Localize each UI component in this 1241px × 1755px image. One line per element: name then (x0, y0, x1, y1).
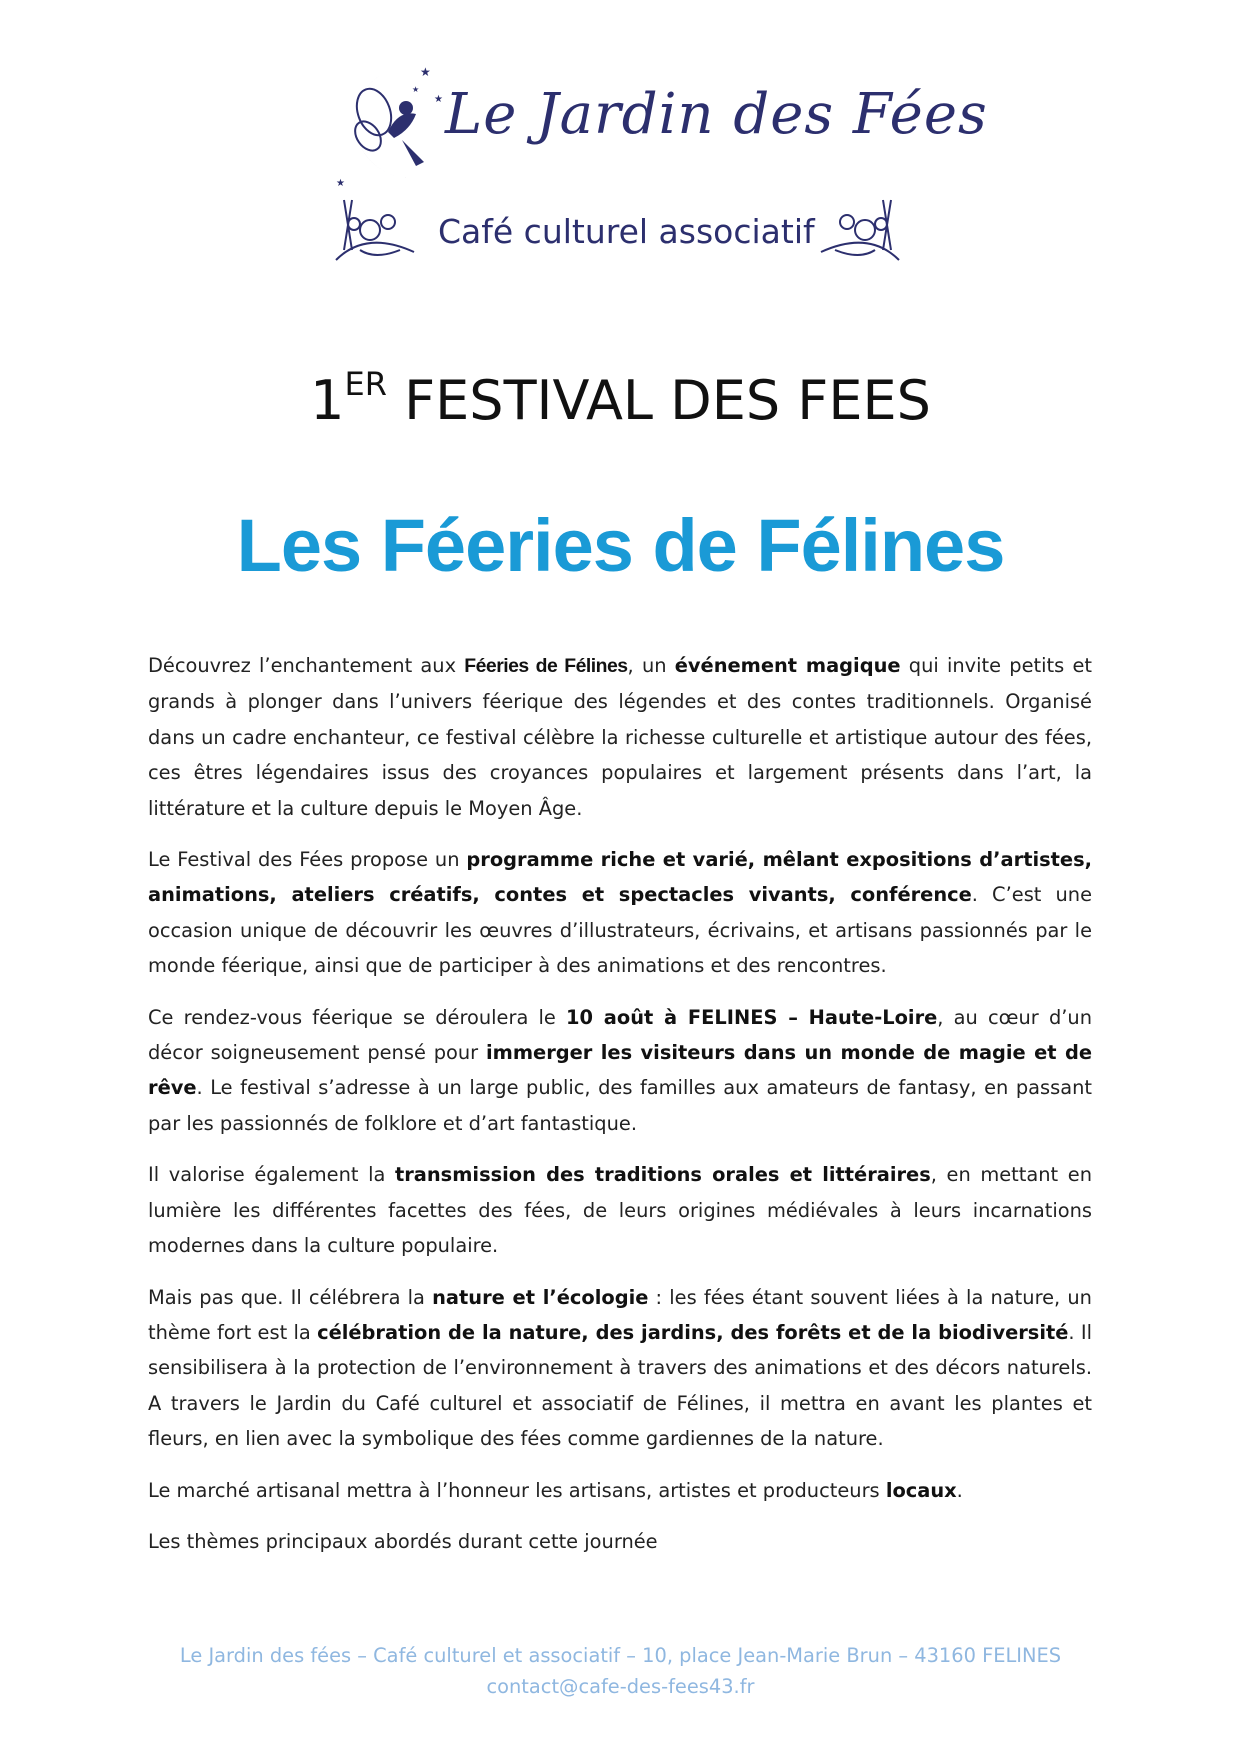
text-run: Ce rendez-vous féerique se déroulera le (148, 1005, 567, 1029)
text-run: , au cœur d’un décor soigneusement pensé pour (148, 1005, 1093, 1065)
text-run: Le Festival des Fées propose un (148, 848, 467, 872)
flower-ornament-icon (330, 190, 420, 270)
svg-text:★: ★ (412, 85, 420, 94)
moon-fairy-logo-icon (328, 62, 448, 190)
bold-run: locaux (885, 1478, 957, 1502)
edition-number: 1 (310, 369, 345, 432)
letterhead (0, 0, 1241, 280)
text-run: qui invite petits et grands à plonger dans l’univers féerique des légendes et des contes traditionnels. Organisé dans un cadre enchanteur, ce festival célèbre la richesse culturelle et artistique autour des fées, ces êtres légendaires issus des croyances populaires et largement présents dans l’art, la littérature et la culture depuis le Moyen Âge. (148, 654, 1092, 820)
bold-run: célébration de la nature, des jardins, des forêts et de la biodiversité (317, 1320, 1069, 1344)
paragraph (148, 648, 1092, 826)
text-run: . Il sensibilisera à la protection de l’environnement à travers des animations et des décors naturels. A travers le Jardin du Café culturel et associatif de Félines, il mettra en avant les plantes et fleurs, en lien avec la symbolique des fées comme gardiennes de la nature. (148, 1320, 1093, 1451)
paragraph (148, 1280, 1092, 1457)
text-run: Il valorise également la (148, 1163, 395, 1187)
paragraph (148, 1524, 1092, 1559)
text-run: : les fées étant souvent liées à la nature, un thème fort est la (148, 1285, 1092, 1344)
svg-text:★: ★ (420, 65, 431, 79)
bold-run: immerger les visiteurs dans un monde de magie et de rêve (148, 1041, 1092, 1100)
festival-heading (0, 365, 1241, 432)
text-run: Le marché artisanal mettra à l’honneur les artisans, artistes et producteurs (148, 1478, 886, 1502)
paragraph (148, 1473, 1092, 1508)
bold-run: nature et l’écologie (432, 1285, 649, 1309)
text-run: . (956, 1478, 963, 1502)
bold-run: 10 août à FELINES – Haute-Loire (566, 1005, 938, 1029)
footer-address: Le Jardin des fées – Café culturel et associatif – 10, place Jean-Marie Brun – 43160 FELINES (179, 1644, 1062, 1667)
svg-text:★: ★ (336, 178, 345, 189)
text-run: Découvrez l’enchantement aux (148, 654, 465, 677)
body-text (148, 648, 1092, 1575)
flower-ornament-icon (815, 190, 905, 270)
svg-text:★: ★ (434, 94, 443, 105)
bold-run: événement magique (674, 654, 901, 677)
text-run: Mais pas que. Il célébrera la (148, 1285, 433, 1309)
paragraph (148, 1157, 1092, 1263)
paragraph (148, 1000, 1092, 1142)
edition-ordinal: ER (344, 365, 387, 403)
brand-tagline: Café culturel associatif (438, 212, 815, 251)
paragraph (148, 842, 1092, 984)
festival-title: FESTIVAL DES FEES (404, 369, 931, 432)
event-name: Les Féeries de Félines (236, 504, 1005, 587)
text-run: . Le festival s’adresse à un large public, des familles aux amateurs de fantasy, en passant par les passionnés de folklore et d’art fantastique. (148, 1076, 1092, 1135)
page-footer (0, 1640, 1241, 1702)
footer-email[interactable]: contact@cafe-des-fees43.fr (486, 1675, 755, 1698)
text-run: , un (627, 654, 675, 677)
bold-run: transmission des traditions orales et littéraires (394, 1163, 931, 1187)
bold-run: Féeries de Félines (464, 655, 628, 677)
text-run: . C’est une occasion unique de découvrir les œuvres d’illustrateurs, écrivains, et artisans passionnés par le monde féerique, ainsi que de participer à des animations et des rencontres. (148, 883, 1092, 978)
brand-name: Le Jardin des Fées (445, 82, 988, 147)
text-run: , en mettant en lumière les différentes facettes des fées, de leurs origines médiévales à leurs incarnations modernes dans la culture populaire. (148, 1163, 1092, 1258)
text-run: Les thèmes principaux abordés durant cette journée (148, 1529, 658, 1553)
bold-run: programme riche et varié, mêlant expositions d’artistes, animations, ateliers créatifs, contes et spectacles vivants, conférence (148, 848, 1092, 907)
